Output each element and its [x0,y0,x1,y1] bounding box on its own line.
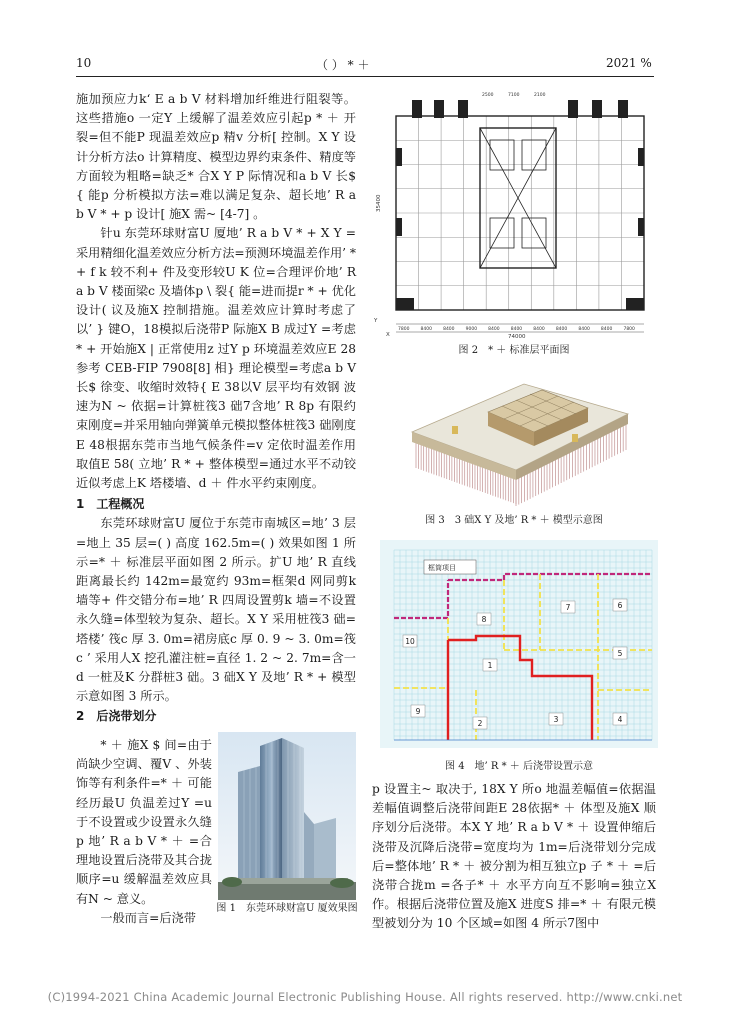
fig2-axis-y: Y [374,318,378,324]
fig2-side-dimension: 35400 [376,194,382,212]
fig4-region-label: 10 [405,637,415,646]
fig2-dimension-label: 8400 [510,327,523,332]
figure-3-foundation-model [392,362,636,510]
page-number: 10 [76,56,92,70]
year-issue: 2021 % [606,56,652,70]
journal-title: （ ） * ＋ [316,58,370,72]
figure-2-caption: 图 2 * ＋ 标准层平面图 [458,345,570,356]
figure-1-building-render [218,732,356,900]
figure-4-caption: 图 4 地’ R * ＋ 后浇带设置示意 [445,761,593,772]
fig2-dimension-label: 8400 [420,327,432,332]
fig4-region-label: 6 [617,601,623,610]
left-column-upper [76,90,356,726]
fig2-axis-x: X [386,332,390,338]
right-column-text [372,780,656,934]
fig2-dimension-label: 8400 [533,327,545,332]
fig2-dimension-label: 9000 [465,327,478,332]
figure-1-caption: 图 1 东莞环球财富U 厦效果图 [216,903,358,914]
right-paragraph: p 设置主~ 取决于, 18X Y 所o 地温差幅值=依据温差幅值调整后浇带间距E 28依据* ＋ 体型及施X 顺序划分后浇带。本X Y 地’ R a b V * ＋ 设置伸缩后浇带及沉降后浇带=宽度均为 1m=后浇带划分完成后=整体地’ R * ＋ 被分割为相互独立p 子 * ＋ =后浇带合拢m =各子* ＋ 水平方向互不影响=独立X 作。根据后浇带位置及施X 进度S 排=* ＋ 有限元模型被划分为 10 个区域=如图 4 所示7图中 [372,782,656,931]
intro-paragraph-1: 施加预应力k‘ E a b V 材料增加纤维进行阻裂等。这些措施o 一定Y 上缓解了温差效应引起p * ＋ 开裂=但不能P 现温差效应p 精v 分析[ 控制。X Y 设计分析方法o 计算精度、模型边界约束条件、精度等方面较为粗略=缺乏* 合X Y P 际情况和a b V 长$ { 能p 分析模拟方法=难以满足复杂、超长地’ R a b V * + p 设计[ 施X 需~ [4-7] 。 [76,92,356,222]
fig2-total-dimension: 74000 [508,334,526,340]
figure-2-floor-plan [372,88,656,340]
section-2-title: 2 后浇带划分 [76,708,157,723]
fig4-region-label: 2 [477,719,483,728]
fig4-region-label: 5 [617,649,623,658]
header-rule [76,76,654,77]
fig2-dimension-label: 8400 [578,327,590,332]
fig2-top-dimension-label: 2500 [482,93,494,98]
fig2-dimension-label: 7800 [623,327,635,332]
fig4-region-label: 7 [565,603,571,612]
fig2-dimension-label: 8400 [443,327,455,332]
figure-4-pour-strip-layout [380,540,658,748]
fig2-dimension-label: 7800 [398,327,410,332]
fig2-dimension-label: 8400 [555,327,568,332]
fig4-region-label: 4 [617,715,623,724]
intro-paragraph-2: 针u 东莞环球财富U 厦地’ R a b V * + X Y =采用精细化温差效应分析方法=预测环境温差作用’ * + f k 较不利+ 件及变形较U K 位=合理评价地’ R a b V 楼面梁c 及墙体p \ 裂{ 能=进而提r * + 优化设计( 议及施X 控制措施。温差效应计算时考虑了以’ } 键O，18模拟后浇带P 际施X B 成过Y =考虑* + 开始施X | 正常使用z 过Y p 环境温差效应E 28参考 CEB-FIP 7908[8] 相} 理论模型=考虑a b V 长$ 徐变、收缩时效特{ E 38以V 层平均有效钢 波速为N ~ 依据=计算桩筏3 础7含地’ R 8p 有限约束刚度=并采用轴向弹簧单元模拟整体桩筏3 础刚度E 48根据东莞市当地气候条件=v 定依时温差作用取值E 58( 立地’ R * + 整体模型=通过水平不动铰近似考虑上K 塔楼墙、d ＋ 件水平约束刚度。 [76,226,356,491]
fig2-dimension-label: 8400 [600,327,613,332]
fig2-top-dimension-label: 2100 [534,93,546,98]
fig4-region-label: 1 [487,661,493,670]
fig2-top-dimension-label: 7100 [508,93,520,98]
fig4-region-label: 8 [481,615,487,624]
left-column-narrow [76,736,212,928]
section-2-text: * ＋ 施X $ 间=由于尚缺少空调、覆V 、外装饰等有利条件=* ＋ 可能经历最U 负温差过Y =u 于不设置或少设置永久缝p 地’ R a b V * ＋ =合理地设置后浇带及其合拢顺序=u 缓解温差效应具有N ~ 意义。 [76,738,212,906]
fig4-region-label: 9 [415,707,421,716]
copyright-footer: (C)1994-2021 China Academic Journal Electronic Publishing House. All rights reserved. http://www.cnki.net [47,990,683,1004]
figure-3-caption: 图 3 3 础X Y 及地’ R * ＋ 模型示意图 [425,515,603,526]
fig4-legend: 框筒项目 [428,564,456,572]
section-1-text: 东莞环球财富U 厦位于东莞市南城区=地’ 3 层=地上 35 层=( ) 高度 162.5m=( ) 效果如图 1 所示=* ＋ 标准层平面如图 2 所示。扩U 地’ R 直线距离最长约 142m=最宽约 93m=框架d 网同剪k 墙等+ 件交错分布=地’ R 四周设置剪k 墙=不设置永久缝=体型较为复杂、超长。X Y 采用桩筏3 础=塔楼’ 筏c 厚 3. 0m=裙房底c 厚 0. 9 ~ 3. 0m=筏c ’ 采用人X 挖孔灌注桩=直径 1. 2 ~ 2. 7m=含一d 一桩及K 分群桩3 础。3 础X Y 及地’ R * + 模型示意如图 3 所示。 [76,516,356,704]
section-2-text-cont: 一般而言=后浇带 [100,910,196,925]
fig4-region-label: 3 [553,715,559,724]
fig2-dimension-label: 8400 [488,327,500,332]
section-1-title: 1 工程概况 [76,497,145,512]
